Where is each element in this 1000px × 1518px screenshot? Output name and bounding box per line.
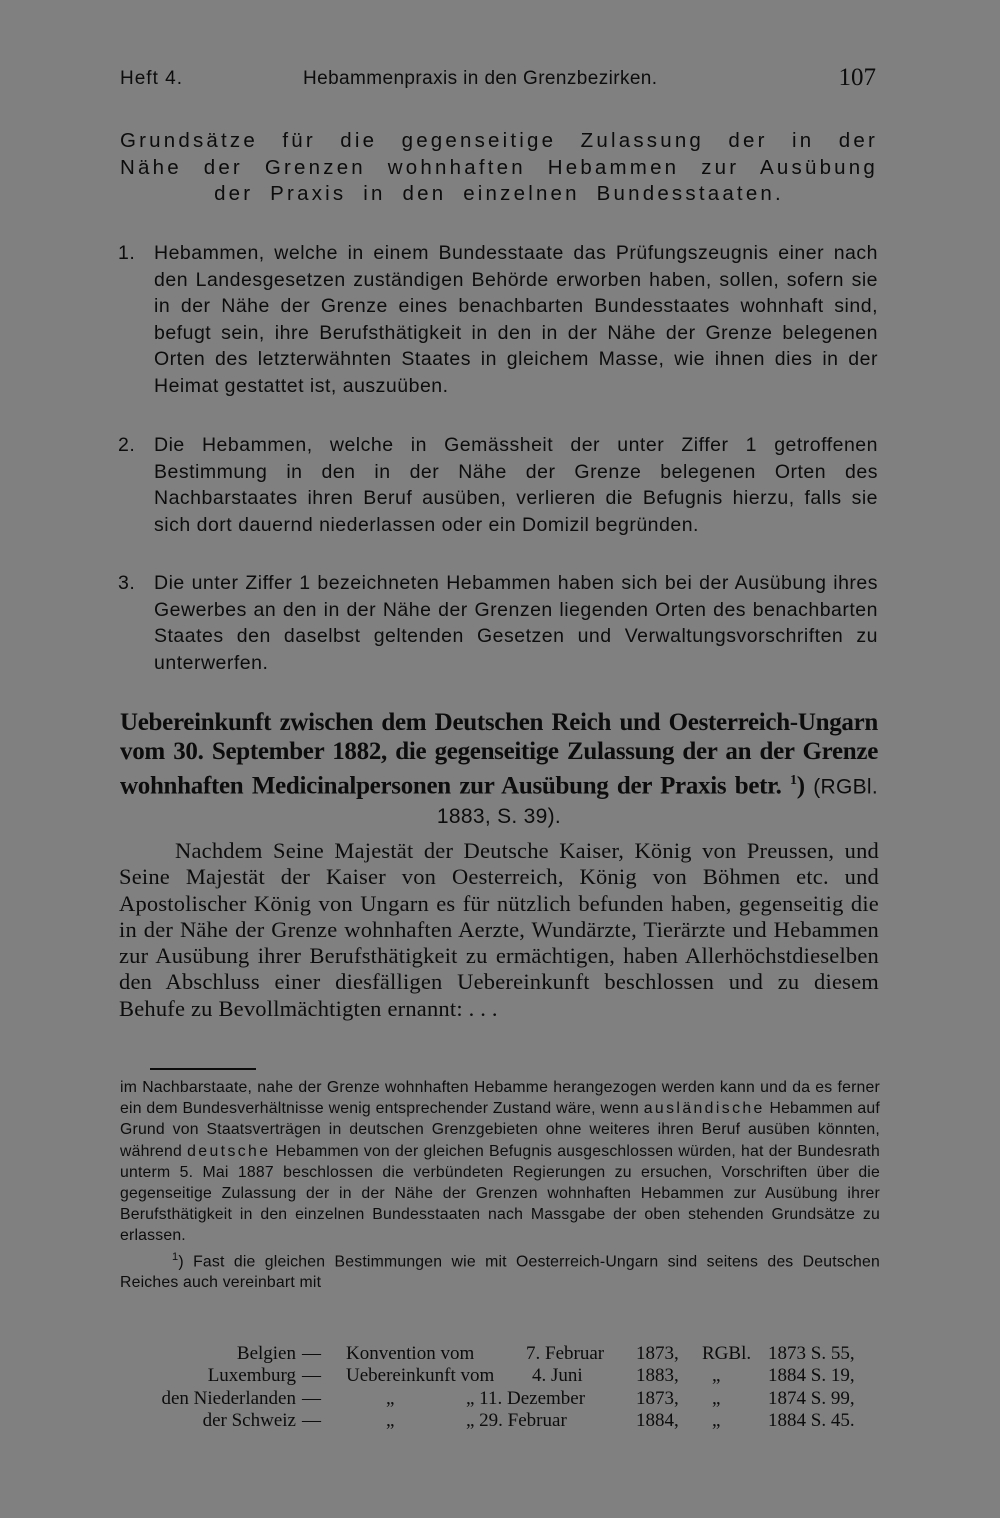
treaty-row xyxy=(116,1343,882,1365)
item-text: Die Hebammen, welche in Gemässheit der unter Ziffer 1 getroffenen Bestimmung in den in der Nähe der Grenze belegenen Orten des Nachbarstaates ihren Beruf ausüben, verlieren die Befugnis hierzu, falls sie sich dort dauernd niederlassen oder ein Domizil begründen. xyxy=(154,434,878,536)
treaty-row xyxy=(116,1388,882,1410)
treaty-gazette: „ xyxy=(712,1387,721,1409)
treaty-year: 1884, xyxy=(636,1410,679,1432)
treaty-gazette: „ xyxy=(712,1365,721,1387)
treaty-country: der Schweiz xyxy=(202,1410,296,1432)
body-paragraph: Nachdem Seine Majestät der Deutsche Kaiser, König von Preussen, und Seine Majestät der Kaiser von Oesterreich, König von Böhmen etc. und Apostolischer König von Ungarn es für nützlich befunden haben, gegenseitig die in der Nähe der Grenze wohnhaften Aerzte, Wundärzte, Tierärzte und Hebammen zur Ausübung ihrer Berufsthätigkeit zu ermächtigen, haben Allerhöchstdieselben den Abschluss einer diesfälligen Uebereinkunft beschlossen und zu diesem Behufe zu Bevollmächtigten ernannt: . . . xyxy=(119,838,879,1021)
section-2-title-text: Uebereinkunft zwischen dem Deutschen Reich und Oesterreich-Ungarn vom 30. September 1882, die gegenseitige Zulassung der an der Grenze wohnhaften Medicinalpersonen zur Ausübung der Praxis betr. xyxy=(120,709,878,800)
page-number: 107 xyxy=(838,64,876,91)
treaty-dash: — xyxy=(302,1365,321,1387)
treaty-gazette: RGBl. xyxy=(702,1343,752,1364)
numbered-item xyxy=(118,570,878,676)
treaty-year: 1873, xyxy=(636,1387,679,1409)
running-header xyxy=(120,66,876,96)
treaty-country: den Niederlanden xyxy=(161,1387,296,1409)
item-number: 2. xyxy=(118,434,136,456)
treaty-reference: 1874 S. 99, xyxy=(768,1387,855,1409)
treaty-date: „ 29. Februar xyxy=(466,1410,567,1432)
running-title: Hebammenpraxis in den Grenzbezirken. xyxy=(303,68,658,89)
item-text: Die unter Ziffer 1 bezeichneten Hebammen haben sich bei der Ausübung ihres Gewerbes an den in der Nähe der Grenzen liegenden Orten des benachbarten Staates den daselbst geltenden Gesetzen und Verwaltungsvorschriften zu unterwerfen. xyxy=(154,572,878,674)
footnote-mark: 1 xyxy=(172,1250,179,1263)
footnotes xyxy=(120,1077,880,1293)
emphasis-spaced: ausländische xyxy=(643,1100,765,1118)
section-2-title: Uebereinkunft zwischen dem Deutschen Reich und Oesterreich-Ungarn vom 30. September 1882, die gegenseitige Zulassung der an der Grenze wohnhaften Medicinalpersonen zur Ausübung der Praxis betr. $^1$) (RGBl. 1883, S. 39). xyxy=(120,709,879,829)
treaty-reference: 1873 S. 55, xyxy=(768,1343,855,1364)
emphasis-spaced: deutsche xyxy=(187,1142,271,1160)
treaty-year: 1883, xyxy=(636,1365,679,1387)
footnote-1: $^1$) Fast die gleichen Bestimmungen wie mit Oesterreich-Ungarn sind seitens des Deutschen Reiches auch vereinbart mit xyxy=(120,1250,880,1292)
treaty-kind: Uebereinkunft vom xyxy=(346,1365,495,1387)
treaty-kind: Konvention vom xyxy=(346,1343,475,1364)
issue-label: Heft 4. xyxy=(120,68,183,89)
gazette-reference: (RGBl. 1883, S. 39). xyxy=(436,775,879,829)
treaty-kind: „ xyxy=(386,1410,395,1432)
footnote-continuation: im Nachbarstaate, nahe der Grenze wohnhaften Hebamme herangezogen werden kann und da es ferner ein dem Bundesverhältnisse wenig entsprechender Zustand wäre, wenn ausländische Hebammen auf Grund von Staatsverträgen in deutschen Grenzgebieten ohne weiteres ihren Beruf ausüben könnten, während deutsche Hebammen von der gleichen Befugnis ausgeschlossen würden, hat der Bundesrath unterm 5. Mai 1887 beschlossen die verbündeten Regierungen zu ersuchen, Vorschriften über die gegenseitige Zulassung der in der Nähe der Grenzen wohnhaften Hebammen zur Ausübung ihrer Berufsthätigkeit in den einzelnen Bundesstaaten nach Massgabe der oben stehenden Grundsätze zu erlassen. xyxy=(120,1079,880,1245)
treaty-kind: „ xyxy=(386,1387,395,1409)
treaty-country: Belgien xyxy=(236,1343,296,1364)
item-text: Hebammen, welche in einem Bundesstaate das Prüfungszeugnis einer nach den Landesgesetzen zuständigen Behörde erworben haben, sollen, sofern sie in der Nähe der Grenze eines benachbarten Bundesstaates wohnhaft sind, befugt sein, ihre Berufsthätigkeit in den in der Nähe der Grenze belegenen Orten des letzterwähnten Staates in gleichem Masse, wie ihnen dies in der Heimat gestattet ist, auszuüben. xyxy=(154,242,878,397)
treaty-date: 4. Juni xyxy=(532,1365,583,1387)
treaty-country: Luxemburg xyxy=(207,1365,296,1387)
numbered-item xyxy=(118,432,878,538)
treaty-dash: — xyxy=(302,1410,321,1432)
footnote-separator xyxy=(150,1068,256,1070)
treaty-row xyxy=(116,1410,882,1432)
treaty-dash: — xyxy=(302,1387,321,1409)
footnote-mark: 1 xyxy=(790,773,797,788)
numbered-item xyxy=(118,240,878,399)
footnote-1-text: Fast die gleichen Bestimmungen wie mit Oesterreich-Ungarn sind seitens des Deutschen Reiches auch vereinbart mit xyxy=(120,1252,880,1292)
treaty-reference: 1884 S. 19, xyxy=(768,1365,855,1387)
treaty-date: 7. Februar xyxy=(526,1343,605,1364)
treaty-dash: — xyxy=(302,1343,321,1364)
item-number: 1. xyxy=(118,242,136,264)
treaty-reference: 1884 S. 45. xyxy=(768,1410,855,1432)
treaty-gazette: „ xyxy=(712,1410,721,1432)
item-number: 3. xyxy=(118,572,136,594)
treaty-year: 1873, xyxy=(636,1343,679,1364)
treaty-row xyxy=(116,1365,882,1387)
section-1-title: Grundsätze für die gegenseitige Zulassung der in der Nähe der Grenzen wohnhaften Hebammen zur Ausübung der Praxis in den einzelnen Bundesstaaten. xyxy=(120,129,878,205)
treaty-list xyxy=(116,1343,882,1433)
treaty-date: „ 11. Dezember xyxy=(466,1387,586,1409)
